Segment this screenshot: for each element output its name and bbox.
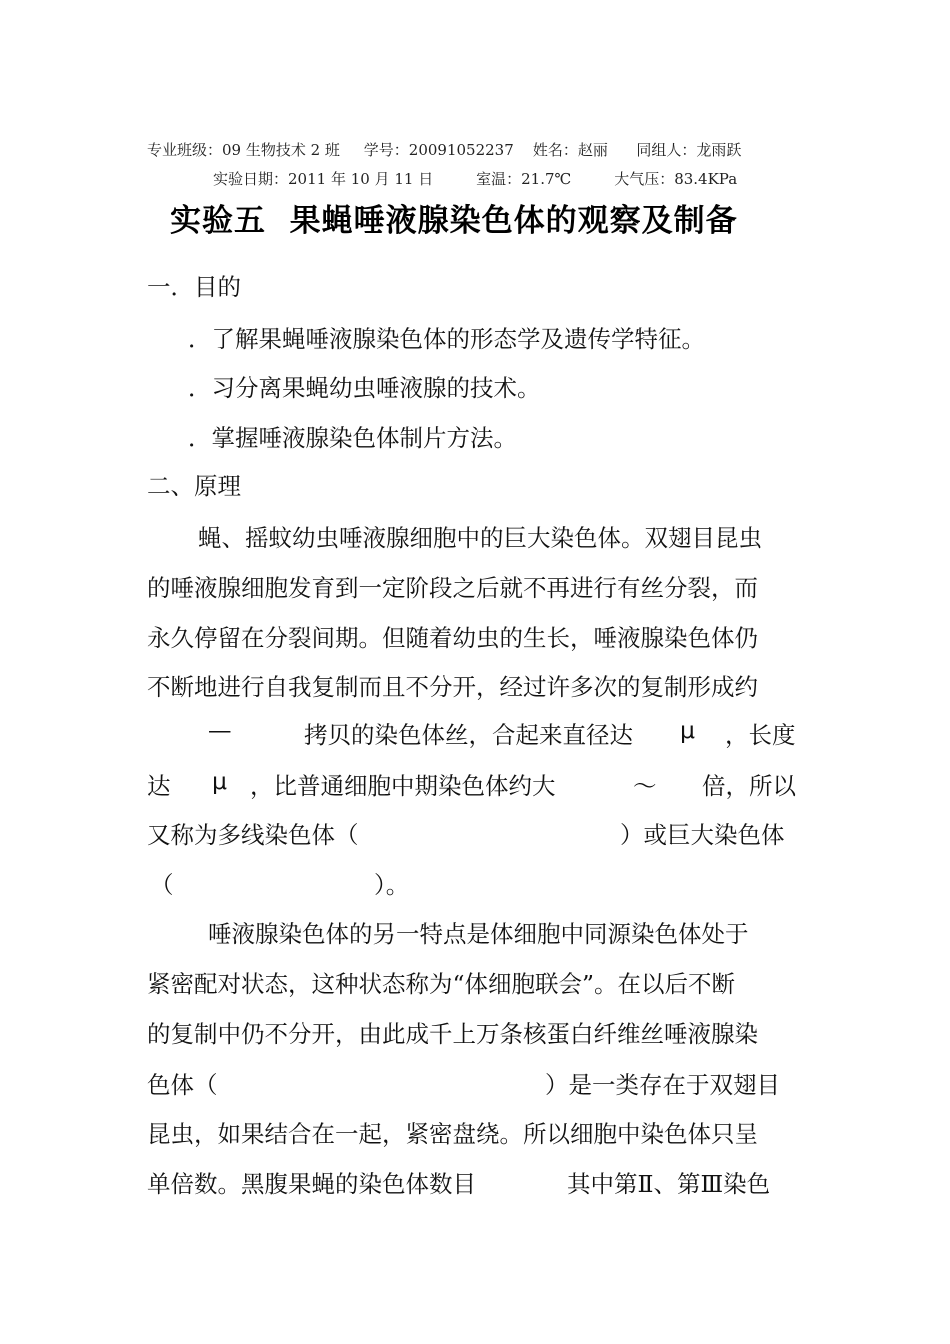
paragraph-fragment: （ [150, 871, 174, 899]
paragraph-fragment: μ [680, 716, 695, 744]
paragraph-line: 的唾液腺细胞发育到一定阶段之后就不再进行有丝分裂，而 [147, 574, 758, 602]
paragraph-fragment: ～ [633, 772, 657, 800]
paragraph-line: 的复制中仍不分开，由此成千上万条核蛋白纤维丝唾液腺染 [147, 1020, 758, 1048]
paragraph-fragment: 色体（ [147, 1071, 218, 1099]
purpose-item-1: ．了解果蝇唾液腺染色体的形态学及遗传学特征。 [188, 325, 705, 353]
paragraph-fragment: 达 [147, 772, 171, 800]
paragraph-fragment: ）。 [374, 871, 410, 899]
document-title: 实验五 果蝇唾液腺染色体的观察及制备 [170, 203, 738, 239]
section-heading-purpose: 一．目的 [147, 273, 241, 301]
paragraph-fragment: 倍，所以 [702, 772, 796, 800]
paragraph-fragment: ）是一类存在于双翅目 [545, 1071, 780, 1099]
section-heading-principle: 二、原理 [147, 472, 241, 500]
paragraph-line: 唾液腺染色体的另一特点是体细胞中同源染色体处于 [208, 920, 749, 948]
paragraph-line: 永久停留在分裂间期。但随着幼虫的生长，唾液腺染色体仍 [147, 624, 758, 652]
purpose-item-3: ．掌握唾液腺染色体制片方法。 [188, 424, 517, 452]
paragraph-fragment: 又称为多线染色体（ [147, 821, 359, 849]
header-info-line-2: 实验日期：2011 年 10 月 11 日 室温：21.7℃ 大气压：83.4KPa [213, 170, 738, 188]
paragraph-fragment: — [208, 716, 232, 744]
purpose-item-2: ．习分离果蝇幼虫唾液腺的技术。 [188, 374, 541, 402]
paragraph-fragment: ，比普通细胞中期染色体约大 [250, 772, 556, 800]
header-info-line-1: 专业班级：09 生物技术 2 班 学号：20091052237 姓名：赵丽 同组人：龙雨跃 [147, 141, 742, 159]
paragraph-fragment: 其中第Ⅱ、第Ⅲ染色 [567, 1170, 771, 1198]
paragraph-line: 紧密配对状态，这种状态称为“体细胞联会”。在以后不断 [147, 970, 736, 998]
paragraph-line: 不断地进行自我复制而且不分开，经过许多次的复制形成约 [147, 673, 758, 701]
paragraph-fragment: ）或巨大染色体 [620, 821, 785, 849]
paragraph-fragment: ，长度 [725, 721, 796, 749]
paragraph-fragment: 单倍数。黑腹果蝇的染色体数目 [147, 1170, 476, 1198]
paragraph-line: 蝇、摇蚊幼虫唾液腺细胞中的巨大染色体。双翅目昆虫 [198, 524, 762, 552]
paragraph-line: 昆虫，如果结合在一起，紧密盘绕。所以细胞中染色体只呈 [147, 1120, 758, 1148]
paragraph-fragment: 拷贝的染色体丝，合起来直径达 [304, 721, 633, 749]
paragraph-fragment: μ [212, 767, 227, 795]
